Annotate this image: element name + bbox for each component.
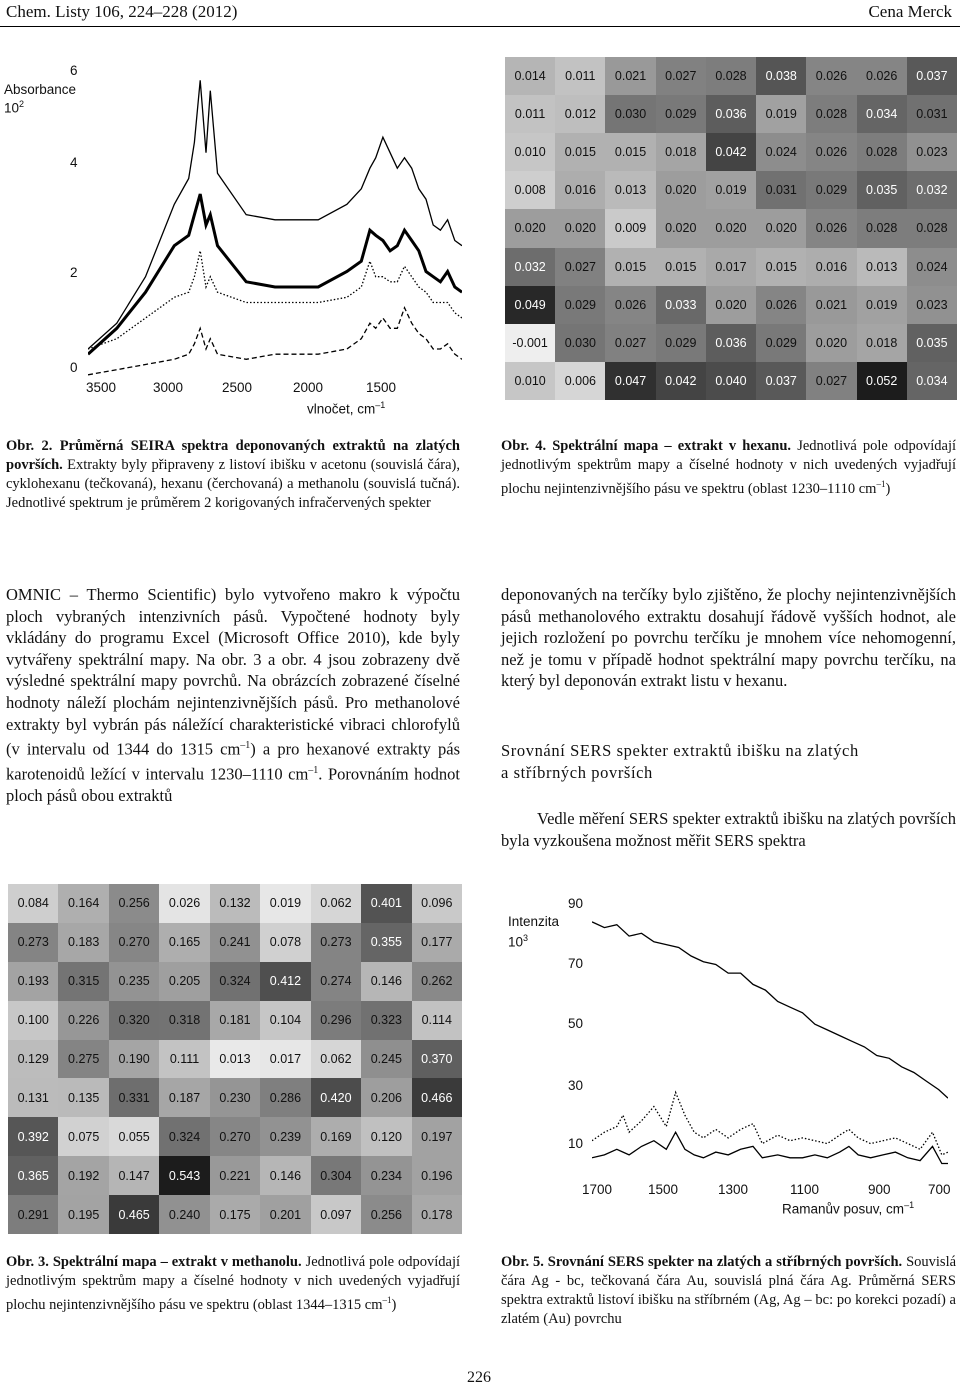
heatmap-cell: 0.114 [412,1001,462,1040]
heatmap-cell: 0.097 [311,1195,361,1234]
heatmap-cell: 0.015 [756,248,806,286]
heatmap-cell: 0.256 [361,1195,411,1234]
heatmap-cell: 0.042 [656,362,706,400]
heatmap-cell: 0.420 [311,1078,361,1117]
heatmap-cell: 0.030 [605,95,655,133]
heatmap-cell: 0.365 [8,1156,58,1195]
right-column-paragraph-2: Vedle měření SERS spekter extraktů ibišku na zlatých površích byla vyzkoušena možnost měřit SERS spektra [501,809,956,850]
x-tick-label: 900 [868,1182,891,1197]
heatmap-cell: 0.015 [656,248,706,286]
heatmap-cell: 0.013 [210,1040,260,1079]
heatmap-cell: 0.055 [109,1117,159,1156]
heatmap-cell: -0.001 [505,324,555,362]
heatmap-cell: 0.033 [656,286,706,324]
series-line-1 [88,194,462,354]
heatmap-cell: 0.183 [58,923,108,962]
heatmap-cell: 0.465 [109,1195,159,1234]
heatmap-cell: 0.062 [311,884,361,923]
figure-2 [0,30,480,430]
left-column-text: OMNIC – Thermo Scientific) bylo vytvořeno makro k výpočtu ploch vybraných intenzivních pásů. Vypočtené hodnoty byly vkládány do programu Excel (Microsoft Office 2010), kde byly vytvářeny spektrální mapy. Na obr. 3 a obr. 4 jsou zobrazeny dvě výsledné spektrální mapy povrchů. Na obrázcích zobrazené číselné hodnoty náleží plochám nejintenzivnějších pásů. Pro methanolové extrakty byl vybrán pás náležící charakteristické vibraci chlorofylů (v intervalu od 1344 do 1315 $cm^{-1}$) a pro hexanové extrakty pás karotenoidů ležící v intervalu 1230–1110 $cm^{-1}$. Porovnáním hodnot ploch pásů obou extraktů [6,585,461,806]
heatmap-cell: 0.273 [8,923,58,962]
y-tick-label: 0 [70,360,78,375]
heatmap-cell: 0.016 [806,248,856,286]
heatmap-cell: 0.018 [656,133,706,171]
series-line-2 [88,251,462,349]
heatmap-cell: 0.262 [412,962,462,1001]
heatmap-cell: 0.008 [505,171,555,209]
heatmap-cell: 0.047 [605,362,655,400]
heatmap-cell: 0.015 [605,133,655,171]
heatmap-cell: 0.020 [656,209,706,247]
y-tick-label: 10 [568,1136,584,1151]
series-line-1 [592,1092,948,1155]
heatmap-cell: 0.031 [756,171,806,209]
heatmap-cell: 0.035 [857,171,907,209]
heatmap-cell: 0.164 [58,884,108,923]
heatmap-cell: 0.038 [756,57,806,95]
heatmap-cell: 0.023 [907,133,957,171]
heatmap-cell: 0.028 [857,133,907,171]
heatmap-cell: 0.196 [412,1156,462,1195]
heatmap-cell: 0.029 [656,324,706,362]
x-tick-label: 1500 [366,380,397,395]
y-tick-label: 50 [568,1016,584,1031]
heatmap-cell: 0.020 [656,171,706,209]
heatmap-cell: 0.020 [706,209,756,247]
heatmap-cell: 0.021 [806,286,856,324]
heatmap-cell: 0.291 [8,1195,58,1234]
heatmap-cell: 0.028 [706,57,756,95]
heatmap-cell: 0.190 [109,1040,159,1079]
heatmap-cell: 0.016 [555,171,605,209]
heatmap-cell: 0.010 [505,133,555,171]
heatmap-cell: 0.221 [210,1156,260,1195]
heatmap-cell: 0.015 [555,133,605,171]
fig3-caption: Obr. 3. Spektrální mapa – extrakt v methanolu. Jednotlivá pole odpovídají jednotlivým spektrům mapy a číselné hodnoty v nich uvedených vyjadřují plochu nejintenzivnějšího pásu ve spektru (oblast 1344–1315 $cm^{-1}$) [6,1254,461,1313]
heatmap-cell: 0.132 [210,884,260,923]
x-tick-label: 2000 [293,380,324,395]
heatmap-cell: 0.235 [109,962,159,1001]
heatmap-cell: 0.037 [907,57,957,95]
heatmap-cell: 0.181 [210,1001,260,1040]
heatmap-cell: 0.026 [806,209,856,247]
heatmap-cell: 0.205 [159,962,209,1001]
heatmap-cell: 0.370 [412,1040,462,1079]
heatmap-cell: 0.034 [907,362,957,400]
heatmap-cell: 0.028 [806,95,856,133]
heatmap-cell: 0.245 [361,1040,411,1079]
heatmap-cell: 0.401 [361,884,411,923]
fig4-heatmap [505,57,957,400]
heatmap-cell: 0.024 [907,248,957,286]
page-number: 226 [467,1369,491,1386]
heatmap-cell: 0.096 [412,884,462,923]
heatmap-cell: 0.029 [555,286,605,324]
fig2-x-axis-title: vlnočet, $cm^{-1}$ [307,400,386,417]
y-tick-label: 70 [568,956,584,971]
heatmap-cell: 0.206 [361,1078,411,1117]
y-tick-label: 30 [568,1078,584,1093]
heatmap-cell: 0.019 [706,171,756,209]
heatmap-cell: 0.192 [58,1156,108,1195]
heatmap-cell: 0.017 [706,248,756,286]
heatmap-cell: 0.014 [505,57,555,95]
heatmap-cell: 0.324 [159,1117,209,1156]
series-line-2 [592,1132,948,1163]
heatmap-cell: 0.011 [555,57,605,95]
heatmap-cell: 0.412 [260,962,310,1001]
heatmap-cell: 0.026 [756,286,806,324]
heatmap-cell: 0.178 [412,1195,462,1234]
heatmap-cell: 0.026 [159,884,209,923]
fig3-heatmap [8,884,462,1234]
heatmap-cell: 0.120 [361,1117,411,1156]
heatmap-cell: 0.230 [210,1078,260,1117]
heatmap-cell: 0.026 [806,133,856,171]
heatmap-cell: 0.036 [706,324,756,362]
heatmap-cell: 0.009 [605,209,655,247]
heatmap-cell: 0.226 [58,1001,108,1040]
y-tick-label: 90 [568,896,584,911]
heatmap-cell: 0.104 [260,1001,310,1040]
heatmap-cell: 0.020 [806,324,856,362]
x-tick-label: 3000 [153,380,184,395]
x-tick-label: 2500 [222,380,253,395]
heatmap-cell: 0.146 [361,962,411,1001]
heatmap-cell: 0.146 [260,1156,310,1195]
heatmap-cell: 0.241 [210,923,260,962]
heatmap-cell: 0.234 [361,1156,411,1195]
heatmap-cell: 0.027 [806,362,856,400]
header-rule [0,26,960,27]
fig4-caption: Obr. 4. Spektrální mapa – extrakt v hexanu. Jednotlivá pole odpovídají jednotlivým spektrům mapy a číselné hodnoty v nich uvedených vyjadřují plochu nejintenzivnějšího pásu ve spektru (oblast 1230–1110 $cm^{-1}$) [501,438,957,497]
x-tick-label: 1100 [790,1182,820,1197]
heatmap-cell: 0.049 [505,286,555,324]
heatmap-cell: 0.024 [756,133,806,171]
series-line-3 [88,308,462,375]
heatmap-cell: 0.131 [8,1078,58,1117]
x-tick-label: 1500 [648,1182,679,1197]
y-tick-label: 2 [70,265,78,280]
section-title: Cena Merck [868,2,952,21]
fig5-x-axis-title: Ramanův posuv, $cm^{-1}$ [782,1200,915,1217]
series-line-0 [592,922,948,1098]
heatmap-cell: 0.037 [756,362,806,400]
fig5-y-axis-title: Intenzita $10^3$ [508,914,560,950]
journal-citation: Chem. Listy 106, 224–228 (2012) [6,2,238,21]
heatmap-cell: 0.323 [361,1001,411,1040]
right-column-text: deponovaných na terčíky bylo zjištěno, že plochy nejintenzivnějších pásů methanolového extraktu dosahují řádově vyšších hodnot, ale jejich rozložení po povrchu terčíku je mnohem více nehomogenní, než je tomu v případě hodnot spektrální mapy povrchu terčíku, na který byl deponován extrakt listu v hexanu. [501,585,956,691]
heatmap-cell: 0.032 [907,171,957,209]
section-heading: Srovnání SERS spekter extraktů ibišku na zlatých a stříbrných površích [501,741,859,782]
heatmap-cell: 0.147 [109,1156,159,1195]
heatmap-cell: 0.020 [505,209,555,247]
heatmap-cell: 0.270 [109,923,159,962]
heatmap-cell: 0.195 [58,1195,108,1234]
heatmap-cell: 0.027 [605,324,655,362]
heatmap-cell: 0.036 [706,95,756,133]
heatmap-cell: 0.020 [756,209,806,247]
heatmap-cell: 0.027 [656,57,706,95]
fig2-plot [88,70,462,380]
heatmap-cell: 0.030 [555,324,605,362]
heatmap-cell: 0.239 [260,1117,310,1156]
heatmap-cell: 0.023 [907,286,957,324]
heatmap-cell: 0.019 [260,884,310,923]
heatmap-cell: 0.270 [210,1117,260,1156]
heatmap-cell: 0.026 [857,57,907,95]
heatmap-cell: 0.111 [159,1040,209,1079]
heatmap-cell: 0.020 [555,209,605,247]
heatmap-cell: 0.027 [555,248,605,286]
heatmap-cell: 0.029 [756,324,806,362]
heatmap-cell: 0.240 [159,1195,209,1234]
heatmap-cell: 0.013 [857,248,907,286]
heatmap-cell: 0.028 [907,209,957,247]
heatmap-cell: 0.019 [857,286,907,324]
heatmap-cell: 0.035 [907,324,957,362]
heatmap-cell: 0.331 [109,1078,159,1117]
heatmap-cell: 0.026 [605,286,655,324]
heatmap-cell: 0.084 [8,884,58,923]
heatmap-cell: 0.392 [8,1117,58,1156]
heatmap-cell: 0.169 [311,1117,361,1156]
heatmap-cell: 0.201 [260,1195,310,1234]
heatmap-cell: 0.275 [58,1040,108,1079]
heatmap-cell: 0.011 [505,95,555,133]
heatmap-cell: 0.129 [8,1040,58,1079]
heatmap-cell: 0.466 [412,1078,462,1117]
heatmap-cell: 0.006 [555,362,605,400]
fig2-y-axis-title: Absorbance $10^2$ [4,82,77,116]
heatmap-cell: 0.318 [159,1001,209,1040]
heatmap-cell: 0.028 [857,209,907,247]
heatmap-cell: 0.021 [605,57,655,95]
heatmap-cell: 0.031 [907,95,957,133]
fig5-plot [592,902,948,1172]
heatmap-cell: 0.100 [8,1001,58,1040]
heatmap-cell: 0.078 [260,923,310,962]
heatmap-cell: 0.052 [857,362,907,400]
y-tick-label: 4 [70,155,78,170]
heatmap-cell: 0.012 [555,95,605,133]
heatmap-cell: 0.193 [8,962,58,1001]
x-tick-label: 700 [928,1182,951,1197]
heatmap-cell: 0.042 [706,133,756,171]
heatmap-cell: 0.019 [756,95,806,133]
heatmap-cell: 0.355 [361,923,411,962]
heatmap-cell: 0.296 [311,1001,361,1040]
fig5-caption: Obr. 5. Srovnání SERS spekter na zlatých a stříbrných površích. Souvislá čára Ag - bc, tečkovaná čára Au, souvislá plná čára Ag. Průměrná SERS spektra extraktů listoví ibišku na stříbrném (Ag, Ag – bc: po korekci pozadí) a zlatém (Au) povrchu [501,1254,957,1327]
heatmap-cell: 0.175 [210,1195,260,1234]
heatmap-cell: 0.026 [806,57,856,95]
heatmap-cell: 0.273 [311,923,361,962]
heatmap-cell: 0.015 [605,248,655,286]
heatmap-cell: 0.013 [605,171,655,209]
heatmap-cell: 0.256 [109,884,159,923]
heatmap-cell: 0.177 [412,923,462,962]
heatmap-cell: 0.274 [311,962,361,1001]
fig2-caption: Obr. 2. Průměrná SEIRA spektra deponovaných extraktů na zlatých površích. Extrakty byly připraveny z listoví ibišku v acetonu (souvislá čára), cyklohexanu (tečkovaná), hexanu (čerchovaná) a methanolu (souvislá tučná). Jednotlivé spektrum je průměrem 2 korigovaných infračervených spekter [6,438,461,511]
heatmap-cell: 0.017 [260,1040,310,1079]
x-tick-label: 3500 [86,380,117,395]
heatmap-cell: 0.165 [159,923,209,962]
x-tick-label: 1700 [582,1182,613,1197]
heatmap-cell: 0.032 [505,248,555,286]
heatmap-cell: 0.197 [412,1117,462,1156]
y-tick-label: 6 [70,63,78,78]
series-line-0 [88,80,462,349]
figure-5 [500,884,960,1224]
heatmap-cell: 0.029 [806,171,856,209]
heatmap-cell: 0.018 [857,324,907,362]
heatmap-cell: 0.304 [311,1156,361,1195]
heatmap-cell: 0.040 [706,362,756,400]
heatmap-cell: 0.286 [260,1078,310,1117]
x-tick-label: 1300 [718,1182,749,1197]
heatmap-cell: 0.020 [706,286,756,324]
heatmap-cell: 0.320 [109,1001,159,1040]
heatmap-cell: 0.034 [857,95,907,133]
heatmap-cell: 0.075 [58,1117,108,1156]
heatmap-cell: 0.324 [210,962,260,1001]
heatmap-cell: 0.187 [159,1078,209,1117]
heatmap-cell: 0.010 [505,362,555,400]
heatmap-cell: 0.543 [159,1156,209,1195]
heatmap-cell: 0.029 [656,95,706,133]
heatmap-cell: 0.315 [58,962,108,1001]
heatmap-cell: 0.062 [311,1040,361,1079]
heatmap-cell: 0.135 [58,1078,108,1117]
